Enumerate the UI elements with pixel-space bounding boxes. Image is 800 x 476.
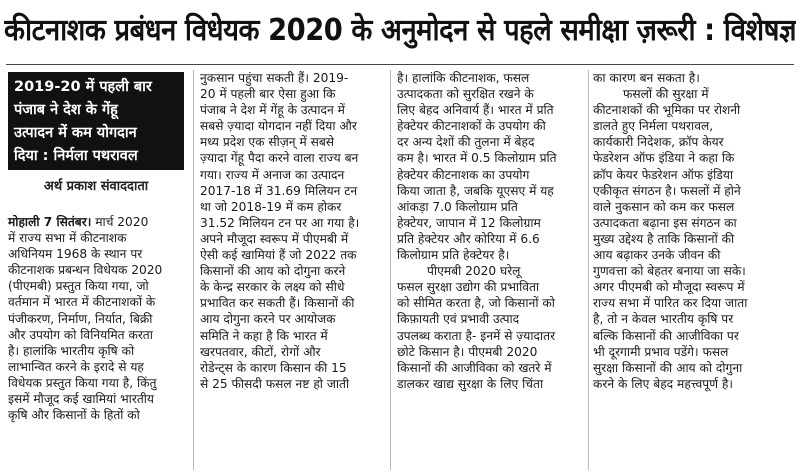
text-line: उत्पादकता को सुरक्षित रखने के — [397, 87, 534, 102]
text-line: सुरक्षा किसानों की आय को दोगुना — [593, 360, 743, 375]
text-line: उपलब्ध कराता है- इनमें से ज़्यादातर — [397, 328, 556, 343]
paragraph — [8, 214, 188, 230]
text-line: से 25 फीसदी फसल नष्ट हो जाती — [200, 376, 350, 391]
text-line: समिति ने कहा है कि भारत में — [200, 328, 328, 343]
text-line: किसानों की आजीविका को खतरे में — [397, 360, 552, 375]
text-line: गया। राज्य में अनाज का उत्पादन — [200, 167, 345, 182]
text-line: अगर पीएमबी को मौजूदा स्वरूप में — [593, 280, 745, 295]
text-line: है। हालांकि कीटनाशक, फसल — [397, 71, 530, 85]
text-line: वाले नुकसान को कम कर फसल — [593, 199, 735, 214]
text-line: और उपयोग को विनियमित करता — [8, 327, 153, 342]
headline: कीटनाशक प्रबंधन विधेयक 2020 के अनुमोदन से पहले समीक्षा ज़रूरी : विशेषज्ञ — [4, 13, 796, 48]
text-line: में राज्य सभा में कीटनाशक — [8, 231, 127, 246]
text-line: 31.52 मिलियन टन पर आ गया है। — [200, 215, 360, 230]
text-line: गुणवत्ता को बेहतर बनाया जा सके। — [593, 264, 746, 279]
column-2-lines — [200, 70, 384, 392]
text-line: आय दोगुना करने पर आयोजक — [200, 312, 336, 327]
text-line: पंजाब ने देश में गेंहू के उत्पादन में — [200, 103, 345, 118]
text-line: के केन्द्र सरकार के लक्ष्य को सीधे — [200, 280, 345, 295]
column-divider — [390, 70, 391, 470]
column-divider — [193, 70, 194, 470]
article-column-3 — [397, 70, 583, 392]
text-line: आंकड़ा 7.0 किलोग्राम प्रति — [397, 199, 518, 214]
column-3-lines — [397, 70, 583, 263]
column-4-lines — [593, 70, 791, 86]
headline-rule — [6, 64, 794, 65]
text-line: फेडरेशन ऑफ इंडिया ने कहा कि — [593, 151, 735, 166]
text-line: राज्य सभा में पारित कर दिया जाता — [593, 296, 748, 311]
text-line: बल्कि किसानों की आजीविका पर — [593, 328, 739, 343]
dateline: मोहाली 7 सितंबर। — [8, 215, 92, 229]
text-line: 20 में पहली बार ऐसा हुआ कि — [200, 87, 336, 102]
text-line: मध्य प्रदेश एक सीज़न् में सबसे — [200, 135, 335, 150]
text-line: वर्तमान में भारत में कीटनाशकों के — [8, 295, 156, 310]
text-line: मार्च 2020 — [95, 215, 149, 229]
text-line: है, तो न केवल भारतीय कृषि पर — [593, 312, 734, 327]
text-line: को सीमित करता है, जो किसानों को — [397, 296, 555, 311]
text-line: का कारण बन सकता है। — [593, 71, 700, 85]
text-line: दर अन्य देशों की तुलना में बेहद — [397, 135, 535, 150]
text-line: उत्पादकता बढ़ाना इस संगठन का — [593, 215, 737, 230]
column-1-lines — [8, 230, 188, 423]
text-line: (पीएमबी) प्रस्तुत किया गया, जो — [8, 279, 149, 294]
text-line: ज़्यादा गेंहू पैदा करने वाला राज्य बन — [200, 151, 359, 166]
text-line: है। हालांकि भारतीय कृषि को — [8, 343, 135, 358]
text-line: विधेयक प्रस्तुत किया गया है, किंतु — [8, 375, 157, 390]
text-line: एकीकृत संगठन है। फसलों में होने — [593, 183, 741, 198]
byline: अर्थ प्रकाश संवाददाता — [43, 179, 149, 194]
highlight-line: पंजाब ने देश के गेंहू — [14, 102, 118, 118]
text-line: करने के लिए बेहद महत्त्वपूर्ण है। — [593, 376, 733, 391]
article-column-2 — [200, 70, 384, 392]
text-line: था जो 2018-19 में कम होकर — [200, 199, 342, 214]
text-line: फसल सुरक्षा उद्योग की प्रभाविता — [397, 280, 540, 295]
highlight-box — [8, 72, 184, 170]
text-line: अपने मौजूदा स्वरूप में पीएमबी में — [200, 231, 349, 246]
text-line: प्रति हेक्टेयर और कोरिया में 6.6 — [397, 231, 540, 246]
text-line: कीटनाशकों की भूमिका पर रोशनी — [593, 103, 741, 118]
text-line: मुख्य उद्देश्य है ताकि किसानों की — [593, 231, 735, 246]
text-line: डालकर खाद्य सुरक्षा के लिए चिंता — [397, 376, 544, 391]
text-line: नुकसान पहुंचा सकती हैं। 2019- — [200, 71, 349, 85]
text-line: आय बढ़ाकर उनके जीवन की — [593, 248, 721, 263]
text-line: प्रभावित कर सकती हैं। किसानों की — [200, 296, 355, 311]
text-line: किया जाता है, जबकि यूएसए में यह — [397, 183, 554, 198]
column-3-paragraph-2 — [397, 263, 583, 392]
text-line: कार्यकारी निदेशक, क्रॉप केयर — [593, 135, 724, 150]
text-line: डालते हुए निर्मला पथरावल, — [593, 119, 714, 134]
text-line: लिए बेहद अनिवार्य हैं। भारत में प्रति — [397, 103, 554, 118]
text-line: सबसे ज़्यादा योगदान नहीं दिया और — [200, 119, 357, 134]
text-line: कृषि और किसानों के हितों को — [8, 408, 140, 423]
text-line: भी दूरगामी प्रभाव पडेंगे। फसल — [593, 344, 729, 359]
text-line: पीएमबी 2020 घरेलू — [427, 264, 521, 279]
text-line: लाभान्वित करने के इरादे से यह — [8, 359, 144, 374]
text-line: खरपतवार, कीटों, रोगों और — [200, 344, 321, 359]
article-column-1 — [8, 214, 188, 423]
article-column-4 — [593, 70, 791, 392]
text-line: ऐसी कई खामियां हैं जो 2022 तक — [200, 248, 357, 263]
highlight-line: दिया : निर्मला पथरावल — [14, 148, 138, 164]
text-line: हेक्टेयर कीटनाशक का उपयोग — [397, 167, 530, 182]
text-line: किसानों की आय को दोगुना करने — [200, 264, 346, 279]
text-line: हेक्टेयर, जापान में 12 किलोग्राम — [397, 215, 541, 230]
text-line: इसमें मौजूद कई खामियां भारतीय — [8, 392, 154, 407]
text-line: हेक्टेयर कीटनाशकों के उपयोग की — [397, 119, 546, 134]
text-line: कीटनाशक प्रबन्धन विधेयक 2020 — [8, 263, 163, 278]
text-line: कम है। भारत में 0.5 किलोग्राम प्रति — [397, 151, 557, 166]
text-line: फसलों की सुरक्षा में — [623, 87, 709, 102]
column-divider — [588, 70, 589, 470]
text-line: छोटे किसान है। पीएमबी 2020 — [397, 344, 538, 359]
text-line: किफ़ायती एवं प्रभावी उत्पाद — [397, 312, 520, 327]
text-line: 2017-18 में 31.69 मिलियन टन — [200, 183, 358, 198]
text-line: पंजीकरण, निर्माण, निर्यात, बिक्री — [8, 311, 153, 326]
text-line: क्रॉप केयर फेडरेशन ऑफ इंडिया — [593, 167, 734, 182]
text-line: अधिनियम 1968 के स्थान पर — [8, 247, 143, 262]
highlight-line: उत्पादन में कम योगदान — [14, 125, 137, 141]
column-4-paragraph-2 — [593, 86, 791, 392]
text-line: रोडेन्ट्स के कारण किसान की 15 — [200, 360, 347, 375]
text-line: किलोग्राम प्रति हेक्टेयर है। — [397, 248, 510, 263]
highlight-line: 2019-20 में पहली बार — [14, 79, 152, 95]
